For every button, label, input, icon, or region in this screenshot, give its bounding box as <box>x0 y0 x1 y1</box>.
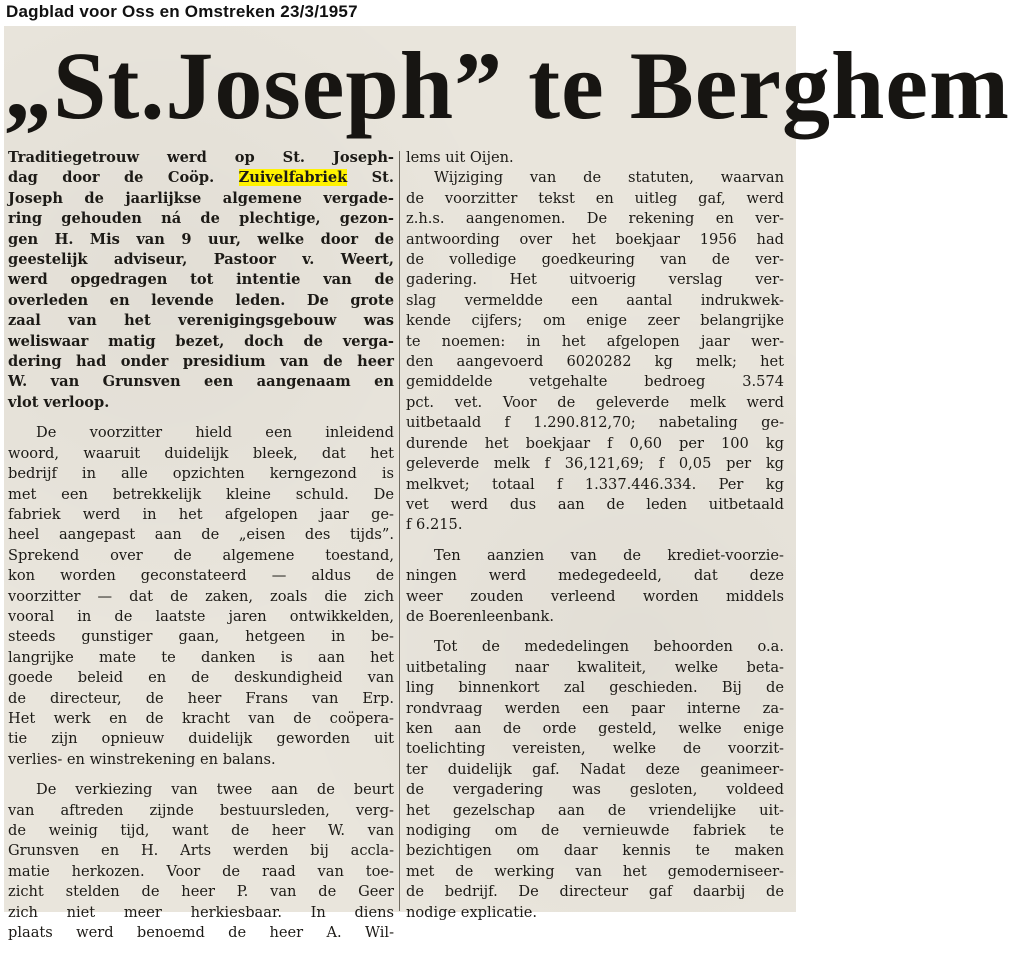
text-line: overleden en levende leden. De grote <box>8 291 394 309</box>
text-line: steeds gunstiger gaan, hetgeen in be- <box>8 628 394 646</box>
text-line: voorzitter — dat de zaken, zoals die zich <box>8 587 394 605</box>
text-line: ken aan de orde gesteld, welke enige <box>406 719 784 737</box>
text-line: de Boerenleenbank. <box>406 607 555 625</box>
lead-paragraph <box>8 148 394 413</box>
text-line: uitbetaald f 1.290.812,70; nabetaling ge- <box>406 414 784 432</box>
text-line: verlies- en winstrekening en balans. <box>8 750 276 768</box>
text-line: plaats werd benoemd de heer A. Wil- <box>8 924 394 942</box>
text-line: het gezelschap aan de vriendelijke uit- <box>406 801 784 819</box>
text-line: weliswaar matig bezet, doch de verga- <box>8 332 394 350</box>
text-line: ter duidelijk gaf. Nadat deze geanimeer- <box>406 760 784 778</box>
text-line: zaal van het verenigingsgebouw was <box>8 312 394 330</box>
paragraph-election <box>8 780 394 943</box>
text-line: kende cijfers; om enige zeer belangrijke <box>406 312 784 330</box>
text-line: Grunsven en H. Arts werden bij accla- <box>8 842 394 860</box>
text-line: slag vermeldde een aantal indrukwek- <box>406 291 784 309</box>
text-line: ling binnenkort zal geschieden. Bij de <box>406 679 784 697</box>
text-line: vet werd dus aan de leden uitbetaald <box>406 495 784 513</box>
text-line: dag door de Coöp. Zuivelfabriek St. <box>8 169 394 187</box>
text-line: woord, waaruit duidelijk bleek, dat het <box>8 444 394 462</box>
text-line: Traditiegetrouw werd op St. Joseph- <box>8 149 394 166</box>
text-line: fabriek werd in het afgelopen jaar ge- <box>8 505 394 523</box>
text-line: pct. vet. Voor de geleverde melk werd <box>406 393 784 411</box>
article-headline: „St.Joseph” te Berghem <box>4 32 1010 139</box>
text-line: van aftreden zijnde bestuursleden, verg- <box>8 801 394 819</box>
text-line: Joseph de jaarlijkse algemene vergade- <box>8 189 394 207</box>
text-line: gen H. Mis van 9 uur, welke door de <box>8 230 394 248</box>
text-line: heel aangepast aan de „eisen des tijds”. <box>8 526 394 544</box>
text-line: Ten aanzien van de krediet-voorzie- <box>434 546 784 564</box>
text-line: geleverde melk f 36,121,69; f 0,05 per kg <box>406 455 784 473</box>
text-line: dering had onder presidium van de heer <box>8 353 394 371</box>
text-line: rondvraag werden een paar interne za- <box>406 699 784 717</box>
text-line: Wijziging van de statuten, waarvan <box>434 169 784 187</box>
text-line: z.h.s. aangenomen. De rekening en ver- <box>406 210 784 228</box>
text-line: durende het boekjaar f 0,60 per 100 kg <box>406 434 784 452</box>
text-line: De verkiezing van twee aan de beurt <box>36 781 394 799</box>
column-divider <box>399 151 400 911</box>
text-line: toelichting vereisten, welke de voorzit- <box>406 740 784 758</box>
text-line: antwoording over het boekjaar 1956 had <box>406 230 784 248</box>
paragraph-statutes <box>406 168 784 535</box>
paragraph-announcements <box>406 637 784 923</box>
text-line: De voorzitter hield een inleidend <box>36 424 394 442</box>
text-line: ningen werd medegedeeld, dat deze <box>406 567 784 585</box>
text-line: gadering. Het uitvoerig verslag ver- <box>406 271 784 289</box>
text-line: bezichtigen om daar kennis te maken <box>406 842 784 860</box>
text-line: de directeur, de heer Frans van Erp. <box>8 689 394 707</box>
text-line: uitbetaling naar kwaliteit, welke beta- <box>406 658 784 676</box>
text-line: Het werk en de kracht van de coöpera- <box>8 709 394 727</box>
text-line: langrijke mate te danken is aan het <box>8 648 394 666</box>
text-line: te noemen: in het afgelopen jaar wer- <box>406 332 784 350</box>
text-line: weer zouden verleend worden middels <box>406 587 784 605</box>
text-line: vooral in de laatste jaren ontwikkelden, <box>8 607 394 625</box>
highlighted-word: Zuivelfabriek <box>238 169 348 187</box>
text-line: met een betrekkelijk kleine schuld. De <box>8 485 394 503</box>
text-line: f 6.215. <box>406 516 463 534</box>
text-line: de volledige goedkeuring van de ver- <box>406 251 784 269</box>
text-line: geestelijk adviseur, Pastoor v. Weert, <box>8 251 394 269</box>
text-line: Tot de mededelingen behoorden o.a. <box>434 638 784 656</box>
text-line: kon worden geconstateerd — aldus de <box>8 567 394 585</box>
text-line: den aangevoerd 6020282 kg melk; het <box>406 353 784 371</box>
newspaper-clipping <box>4 26 1010 942</box>
text-line: matie herkozen. Voor de raad van toe- <box>8 862 394 880</box>
text-line: Sprekend over de algemene toestand, <box>8 546 394 564</box>
left-column <box>8 148 394 953</box>
paragraph-chairman <box>8 423 394 770</box>
text-line: zicht stelden de heer P. van de Geer <box>8 883 394 901</box>
text-line: goede beleid en de deskundigheid van <box>8 669 394 687</box>
text-line: vlot verloop. <box>8 393 110 411</box>
text-line: met de werking van het gemoderniseer- <box>406 862 784 880</box>
text-line: de bedrijf. De directeur gaf daarbij de <box>406 883 784 901</box>
text-line: de vergadering was gesloten, voldeed <box>406 781 784 799</box>
text-line: W. van Grunsven een aangenaam en <box>8 373 394 391</box>
text-line: ring gehouden ná de plechtige, gezon- <box>8 210 394 228</box>
right-column <box>406 148 784 933</box>
paragraph-credit <box>406 546 784 628</box>
text-line: lems uit Oijen. <box>406 149 514 166</box>
source-caption: Dagblad voor Oss en Omstreken 23/3/1957 <box>6 2 358 21</box>
text-line: tie zijn opnieuw duidelijk geworden uit <box>8 730 394 748</box>
text-line: de weinig tijd, want de heer W. van <box>8 822 394 839</box>
text-line: werd opgedragen tot intentie van de <box>8 271 394 289</box>
text-line: de voorzitter tekst en uitleg gaf, werd <box>406 189 784 207</box>
text-line: bedrijf in alle opzichten kerngezond is <box>8 465 394 483</box>
text-line: gemiddelde vetgehalte bedroeg 3.574 <box>406 373 784 391</box>
text-line: nodiging om de vernieuwde fabriek te <box>406 822 784 839</box>
paragraph-continuation <box>406 148 784 168</box>
text-line: nodige explicatie. <box>406 903 538 921</box>
text-line: zich niet meer herkiesbaar. In diens <box>8 903 394 921</box>
text-line: melkvet; totaal f 1.337.446.334. Per kg <box>406 475 784 493</box>
